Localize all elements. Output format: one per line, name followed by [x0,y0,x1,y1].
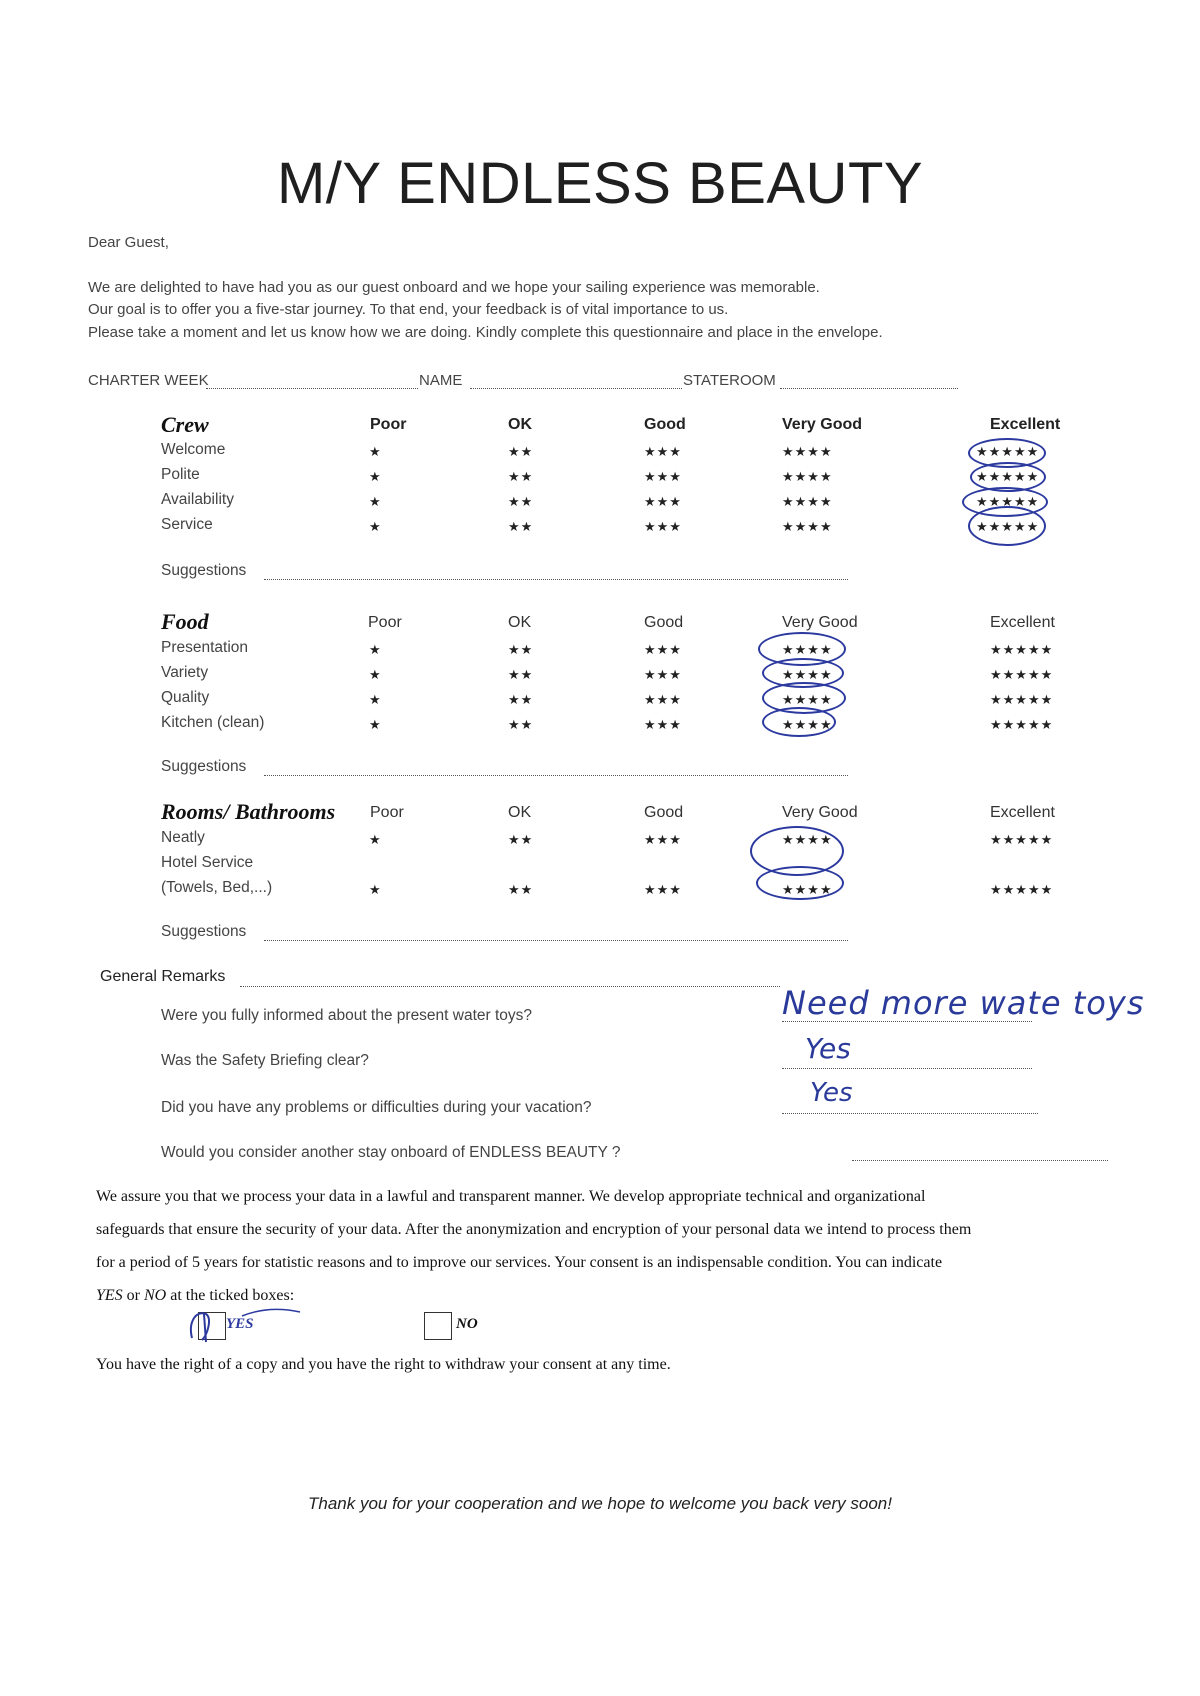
rooms-row-towels-bed: (Towels, Bed,...) [161,879,273,896]
crew-row-polite: Polite [161,466,200,483]
name-label: NAME [419,372,463,389]
withdraw-note: You have the right of a copy and you have the right to withdraw your consent at any time. [96,1356,671,1373]
rooms-suggestions-label: Suggestions [161,923,247,940]
crew-header-very-good: Very Good [782,416,863,433]
stars-2[interactable]: ★★ [508,469,534,484]
food-row-presentation: Presentation [161,639,249,656]
stars-4[interactable]: ★★★★ [782,692,833,707]
answer-water-toys: Need more wate toys [782,984,1145,1022]
gdpr-rest-text: at the ticked boxes: [166,1287,295,1304]
rooms-header-very-good: Very Good [782,804,858,821]
stars-5[interactable]: ★★★★★ [990,717,1054,732]
stars-5[interactable]: ★★★★★ [976,444,1040,459]
food-suggestions-field[interactable] [264,775,848,776]
question-water-toys: Were you fully informed about the present water toys? [161,1007,533,1024]
crew-header-ok: OK [508,416,532,433]
answer-problems: Yes [810,1078,853,1108]
stars-1[interactable]: ★ [369,494,382,509]
rooms-header-poor: Poor [370,804,404,821]
crew-row-welcome: Welcome [161,441,226,458]
stars-5[interactable]: ★★★★★ [990,882,1054,897]
gdpr-yes-text: YES [96,1287,123,1304]
stars-1[interactable]: ★ [369,692,382,707]
crew-title: Crew [161,412,209,437]
stars-4[interactable]: ★★★★ [782,642,833,657]
food-header-excellent: Excellent [990,614,1055,631]
crew-row-availability: Availability [161,491,234,508]
stars-2[interactable]: ★★ [508,444,534,459]
intro-line-2: Our goal is to offer you a five-star journey. To that end, your feedback is of vital importance to us. [88,301,729,318]
gdpr-or-text: or [122,1287,144,1304]
answer-another-stay-field[interactable] [852,1160,1108,1161]
gdpr-line-2: safeguards that ensure the security of your data. After the anonymization and encryption of your personal data we intend to process them [96,1221,972,1238]
rooms-title: Rooms/ Bathrooms [161,799,336,824]
intro-line-1: We are delighted to have had you as our guest onboard and we hope your sailing experience was memorable. [88,279,820,296]
stars-4[interactable]: ★★★★ [782,469,833,484]
food-header-ok: OK [508,614,532,631]
stars-4[interactable]: ★★★★ [782,494,833,509]
answer-line[interactable] [782,1068,1032,1069]
stars-5[interactable]: ★★★★★ [976,494,1040,509]
stars-5[interactable]: ★★★★★ [990,692,1054,707]
food-row-quality: Quality [161,689,210,706]
greeting: Dear Guest, [88,234,169,251]
name-field[interactable] [470,388,682,389]
stars-2[interactable]: ★★ [508,519,534,534]
stars-1[interactable]: ★ [369,882,382,897]
stars-3[interactable]: ★★★ [644,717,682,732]
stars-3[interactable]: ★★★ [644,832,682,847]
stars-5[interactable]: ★★★★★ [976,469,1040,484]
crew-header-excellent: Excellent [990,416,1061,433]
stars-5[interactable]: ★★★★★ [990,642,1054,657]
crew-suggestions-label: Suggestions [161,562,247,579]
general-remarks-label: General Remarks [100,968,226,985]
rooms-header-ok: OK [508,804,532,821]
charter-week-label: CHARTER WEEK [88,372,209,389]
stars-4[interactable]: ★★★★ [782,667,833,682]
stars-3[interactable]: ★★★ [644,519,682,534]
stars-5[interactable]: ★★★★★ [976,519,1040,534]
stars-1[interactable]: ★ [369,444,382,459]
rooms-row-neatly: Neatly [161,829,205,846]
consent-no-label: NO [456,1316,478,1332]
stars-1[interactable]: ★ [369,519,382,534]
stars-3[interactable]: ★★★ [644,469,682,484]
food-row-kitchen: Kitchen (clean) [161,714,265,731]
gdpr-no-text: NO [144,1287,167,1304]
stars-2[interactable]: ★★ [508,882,534,897]
answer-safety-briefing: Yes [805,1032,851,1065]
stars-5[interactable]: ★★★★★ [990,832,1054,847]
stars-2[interactable]: ★★ [508,832,534,847]
stars-4[interactable]: ★★★★ [782,882,833,897]
stars-1[interactable]: ★ [369,717,382,732]
food-header-very-good: Very Good [782,614,858,631]
stars-1[interactable]: ★ [369,469,382,484]
selection-circle [968,506,1046,546]
stars-1[interactable]: ★ [369,642,382,657]
rooms-suggestions-field[interactable] [264,940,848,941]
consent-no-checkbox[interactable] [424,1312,452,1340]
stars-4[interactable]: ★★★★ [782,717,833,732]
question-problems: Did you have any problems or difficulties during your vacation? [161,1099,592,1116]
selection-circle [762,707,836,737]
rooms-row-hotel-service: Hotel Service [161,854,254,871]
gdpr-line-3: for a period of 5 years for statistic reasons and to improve our services. Your consent is an indispensable condition. You can indicate [96,1254,943,1271]
stars-2[interactable]: ★★ [508,667,534,682]
general-remarks-field[interactable] [240,986,780,987]
stars-3[interactable]: ★★★ [644,444,682,459]
stars-4[interactable]: ★★★★ [782,832,833,847]
stars-2[interactable]: ★★ [508,717,534,732]
selection-circle [756,866,844,900]
food-row-variety: Variety [161,664,209,681]
stars-2[interactable]: ★★ [508,494,534,509]
rooms-header-good: Good [644,804,684,821]
page-title: M/Y ENDLESS BEAUTY [276,151,924,216]
crew-header-poor: Poor [370,416,407,433]
stars-4[interactable]: ★★★★ [782,444,833,459]
stateroom-label: STATEROOM [683,372,776,389]
answer-line[interactable] [782,1021,1032,1022]
question-another-stay: Would you consider another stay onboard of ENDLESS BEAUTY ? [161,1144,621,1161]
rooms-header-excellent: Excellent [990,804,1055,821]
question-safety-briefing: Was the Safety Briefing clear? [161,1052,369,1069]
stars-1[interactable]: ★ [369,667,382,682]
intro-line-3: Please take a moment and let us know how we are doing. Kindly complete this questionnaire and place in the envelope. [88,324,883,341]
food-suggestions-label: Suggestions [161,758,247,775]
stars-3[interactable]: ★★★ [644,692,682,707]
stateroom-field[interactable] [780,388,958,389]
stars-3[interactable]: ★★★ [644,494,682,509]
food-header-poor: Poor [368,614,402,631]
crew-row-service: Service [161,516,213,533]
closing-message: Thank you for your cooperation and we hope to welcome you back very soon! [307,1494,892,1513]
stars-3[interactable]: ★★★ [644,667,682,682]
stars-4[interactable]: ★★★★ [782,519,833,534]
answer-line[interactable] [782,1113,1038,1114]
food-header-good: Good [644,614,684,631]
crew-header-good: Good [644,416,686,433]
stars-1[interactable]: ★ [369,832,382,847]
stars-2[interactable]: ★★ [508,642,534,657]
gdpr-line-1: We assure you that we process your data in a lawful and transparent manner. We develop appropriate technical and organizational [96,1188,926,1205]
stars-5[interactable]: ★★★★★ [990,667,1054,682]
stars-2[interactable]: ★★ [508,692,534,707]
crew-suggestions-field[interactable] [264,579,848,580]
stars-3[interactable]: ★★★ [644,882,682,897]
food-title: Food [161,609,209,634]
stars-3[interactable]: ★★★ [644,642,682,657]
consent-yes-label: YES [226,1316,254,1332]
charter-week-field[interactable] [206,388,418,389]
